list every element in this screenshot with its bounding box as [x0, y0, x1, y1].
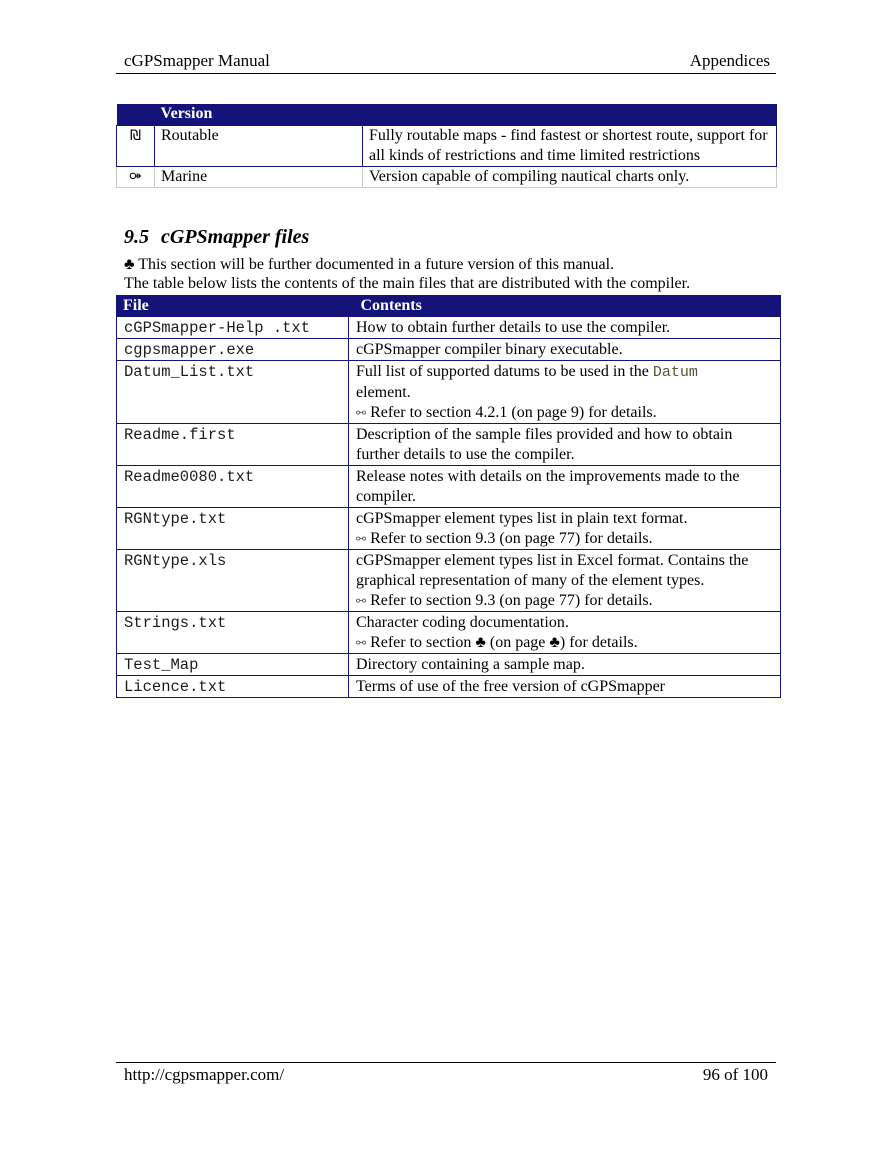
intro-text: The table below lists the contents of the main files that are distributed with the compiler.: [124, 275, 691, 292]
file-name: Readme.first: [117, 424, 349, 466]
table-row: [117, 317, 781, 339]
contents-text: Character coding documentation.: [356, 614, 569, 631]
file-contents: [349, 466, 781, 508]
reference-text: Refer to section 9.3 (on page 77) for details.: [370, 592, 653, 609]
contents-text: cGPSmapper element types list in plain text format.: [356, 510, 688, 527]
version-desc: Version capable of compiling nautical charts only.: [363, 167, 777, 188]
table-row: [117, 361, 781, 424]
file-contents: [349, 317, 781, 339]
reference-text: Refer to section ♣ (on page ♣) for details.: [370, 634, 638, 651]
section-title: cGPSmapper files: [161, 226, 310, 248]
version-header-label: Version: [155, 104, 777, 126]
column-header-file: File: [117, 296, 349, 317]
file-contents: [349, 654, 781, 676]
table-row: [117, 654, 781, 676]
version-table-header: [117, 104, 777, 126]
file-name: Licence.txt: [117, 676, 349, 698]
file-contents: [349, 612, 781, 654]
cross-reference: [356, 403, 774, 423]
file-name: cgpsmapper.exe: [117, 339, 349, 361]
contents-text-pre: Full list of supported datums to be used in the: [356, 363, 653, 380]
reference-icon: ⚯: [356, 594, 367, 608]
reference-icon: ⚯: [356, 532, 367, 546]
files-table-header: [117, 296, 781, 317]
page-number: 96 of 100: [702, 1065, 768, 1084]
code-term: Datum: [652, 364, 698, 381]
table-row: [117, 676, 781, 698]
column-header-contents: Contents: [349, 296, 781, 317]
reference-text: Refer to section 4.2.1 (on page 9) for details.: [370, 404, 657, 421]
file-name: Strings.txt: [117, 612, 349, 654]
header-section: Appendices: [689, 51, 770, 70]
file-name: Datum_List.txt: [117, 361, 349, 424]
file-name: Test_Map: [117, 654, 349, 676]
contents-text: cGPSmapper compiler binary executable.: [356, 341, 623, 358]
file-name: cGPSmapper-Help .txt: [117, 317, 349, 339]
version-table: [116, 104, 777, 188]
files-table: [116, 295, 781, 698]
reference-icon: ⚯: [356, 406, 367, 420]
file-contents: [349, 339, 781, 361]
file-contents: [349, 550, 781, 612]
reference-text: Refer to section 9.3 (on page 77) for details.: [370, 530, 653, 547]
contents-text: Description of the sample files provided and how to obtain further details to use the compiler.: [356, 426, 733, 463]
contents-text: Terms of use of the free version of cGPSmapper: [356, 678, 666, 695]
intro-note: ♣ This section will be further documented in a future version of this manual.: [124, 256, 615, 273]
contents-text: How to obtain further details to use the compiler.: [356, 319, 671, 336]
table-row: [117, 550, 781, 612]
reference-icon: ⚯: [356, 636, 367, 650]
table-row: [117, 508, 781, 550]
cross-reference: [356, 591, 774, 611]
contents-text: Release notes with details on the improvements made to the compiler.: [356, 468, 740, 505]
contents-text: [356, 362, 774, 383]
table-row: [117, 466, 781, 508]
version-name: Routable: [155, 126, 363, 167]
contents-text: Directory containing a sample map.: [356, 656, 585, 673]
contents-text-post: element.: [356, 384, 411, 401]
cross-reference: [356, 529, 774, 549]
contents-text: cGPSmapper element types list in Excel format. Contains the graphical representation of many of the element types.: [356, 552, 749, 589]
section-heading: [124, 226, 309, 249]
page-footer: [116, 1062, 776, 1087]
footer-url: http://cgpsmapper.com/: [124, 1065, 285, 1084]
table-row: [117, 339, 781, 361]
file-contents: [349, 508, 781, 550]
routable-icon: ₪: [117, 126, 155, 167]
version-desc: Fully routable maps - find fastest or shortest route, support for all kinds of restrictions and time limited restrictions: [363, 126, 777, 167]
header-title: cGPSmapper Manual: [124, 51, 270, 70]
table-row: [117, 167, 777, 188]
table-row: [117, 126, 777, 167]
file-name: RGNtype.xls: [117, 550, 349, 612]
file-contents: [349, 424, 781, 466]
file-contents: [349, 361, 781, 424]
section-number: 9.5: [124, 226, 149, 248]
version-name: Marine: [155, 167, 363, 188]
page-header: [116, 51, 776, 74]
file-name: Readme0080.txt: [117, 466, 349, 508]
cross-reference: [356, 633, 774, 653]
table-row: [117, 612, 781, 654]
marine-icon: ⚩: [117, 167, 155, 188]
file-contents: [349, 676, 781, 698]
file-name: RGNtype.txt: [117, 508, 349, 550]
table-row: [117, 424, 781, 466]
